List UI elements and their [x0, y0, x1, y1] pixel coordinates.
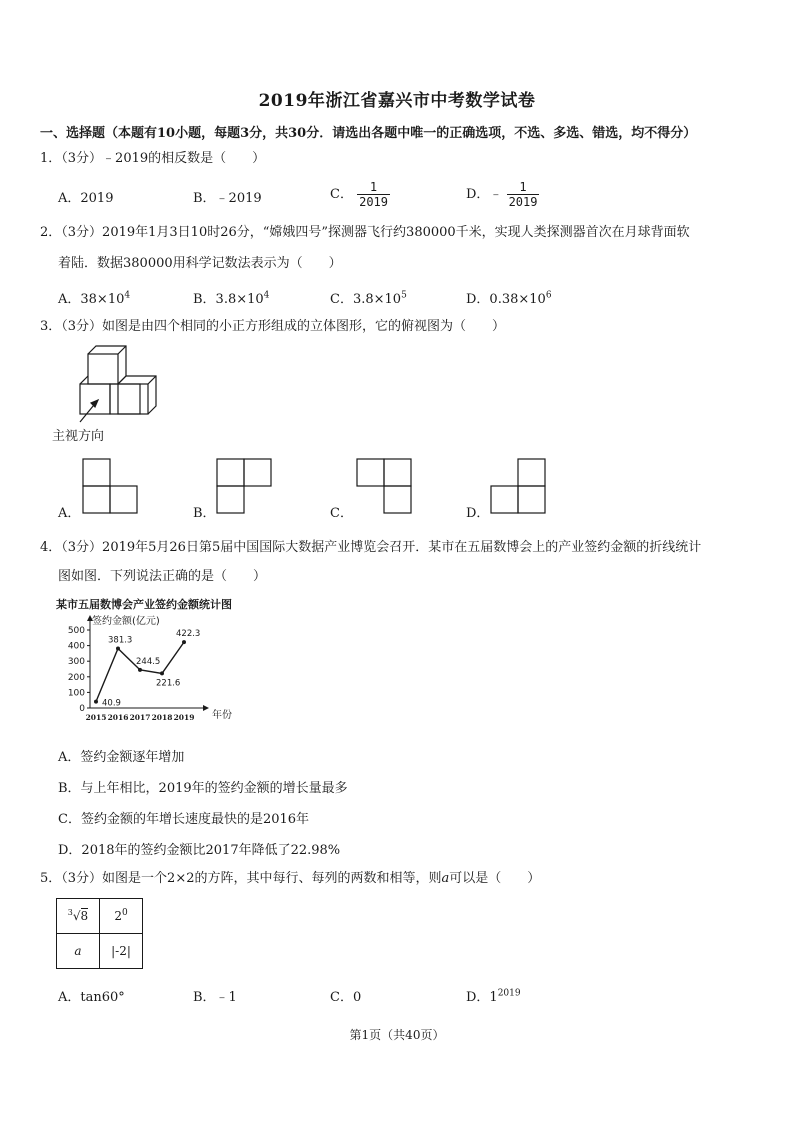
q2-option-d-exp: 6	[545, 290, 552, 301]
y-tick-label: 500	[67, 626, 85, 636]
fraction-numerator: 1	[357, 180, 390, 195]
q1-option-d	[466, 180, 539, 209]
x-axis-label: 年份	[212, 710, 232, 721]
q4-option-a: A．签约金额逐年增加	[58, 750, 185, 765]
q2-option-a-base: A．38×10	[58, 292, 125, 307]
question-1-stem: 1．（3分）﹣2019的相反数是（ ）	[40, 151, 266, 166]
cube-root-index: 3	[67, 908, 73, 917]
data-label: 221.6	[156, 678, 181, 689]
q1-option-c-label: C．	[330, 187, 353, 202]
cube-figure	[50, 344, 170, 426]
x-tick-label: 2015	[85, 713, 107, 722]
x-tick-label: 2017	[129, 713, 151, 722]
question-4-stem-line2: 图如图．下列说法正确的是（ ）	[58, 569, 267, 584]
power-base: 2	[114, 909, 122, 923]
radicand: 8	[80, 909, 89, 923]
question-5-stem-pre: 5．（3分）如图是一个2×2的方阵，其中每行、每列的两数和相等，则	[40, 871, 442, 886]
q2-option-b-exp: 4	[263, 290, 270, 301]
q3-option-b-figure	[216, 458, 274, 516]
q4-option-d: D．2018年的签约金额比2017年降低了22.98%	[58, 843, 341, 858]
q1-option-b: B．﹣2019	[193, 191, 262, 206]
section-header: 一、选择题（本题有10小题，每题3分，共30分．请选出各题中唯一的正确选项，不选、多选、错选，均不得分）	[40, 126, 697, 141]
q5-option-d-exp: 2019	[497, 988, 521, 999]
q3-option-b-label: B．	[193, 506, 216, 521]
data-label: 40.9	[102, 698, 121, 709]
q1-option-d-label: D．﹣	[466, 187, 503, 202]
data-point	[160, 671, 164, 675]
cube-bottom-right	[118, 384, 148, 414]
q3-option-c-figure	[356, 458, 414, 516]
radical-sign: √	[72, 909, 81, 923]
fraction-denominator: 2019	[359, 195, 388, 209]
q3-option-a-label: A．	[58, 506, 81, 521]
q1-option-d-fraction	[507, 180, 540, 209]
q1-option-c-fraction	[357, 180, 390, 209]
matrix-cell-top-left	[57, 899, 100, 934]
view-direction-label: 主视方向	[52, 429, 105, 444]
data-label: 422.3	[176, 629, 201, 640]
y-tick-label: 0	[79, 704, 85, 714]
q3-option-d-figure	[490, 458, 548, 516]
question-2-stem-line1: 2．（3分）2019年1月3日10时26分，“嫦娥四号”探测器飞行约380000千米，实现人类探测器首次在月球背面软	[40, 225, 690, 240]
q5-option-a: A．tan60°	[58, 990, 125, 1005]
question-2-stem-line2: 着陆．数据380000用科学记数法表示为（ ）	[58, 256, 342, 271]
cube-bottom-left	[80, 384, 110, 414]
data-label: 244.5	[136, 656, 161, 667]
data-label: 381.3	[108, 635, 133, 646]
series-line	[96, 642, 184, 701]
q2-option-c-exp: 5	[401, 290, 407, 301]
x-tick-label: 2019	[173, 713, 195, 722]
q5-option-c: C．0	[330, 990, 362, 1005]
fraction-denominator: 2019	[508, 195, 538, 209]
q2-option-a-exp: 4	[124, 290, 131, 301]
matrix-cell-top-right	[100, 899, 143, 934]
q2-option-b-base: B．3.8×10	[193, 292, 264, 307]
y-tick-label: 300	[67, 657, 85, 668]
q2-option-d	[466, 288, 552, 307]
page-title: 2019年浙江省嘉兴市中考数学试卷	[258, 91, 536, 111]
fraction-numerator: 1	[507, 180, 540, 195]
chart-labels	[92, 614, 232, 721]
cube-bottom-middle	[110, 384, 140, 414]
y-tick-label: 200	[67, 672, 85, 683]
q2-option-b	[193, 288, 269, 307]
q5-option-d	[466, 986, 521, 1005]
line-chart	[56, 612, 232, 730]
question-4-stem-line1: 4．（3分）2019年5月26日第5届中国国际大数据产业博览会召开．某市在五届数博会上的产业签约金额的折线统计	[40, 540, 702, 555]
q1-option-a: A．2019	[58, 191, 114, 206]
question-5-stem	[40, 870, 540, 888]
question-3-stem: 3．（3分）如图是由四个相同的小正方形组成的立体图形，它的俯视图为（ ）	[40, 319, 506, 334]
question-5-variable: a	[441, 871, 450, 886]
q3-option-a-figure	[82, 458, 140, 516]
x-tick-label: 2016	[107, 713, 129, 722]
cube-top-front	[88, 354, 118, 384]
chart-title: 某市五届数博会产业签约金额统计图	[56, 598, 232, 611]
x-tick-label: 2018	[151, 713, 173, 722]
y-tick-label: 100	[67, 688, 85, 699]
matrix-2x2	[56, 898, 143, 969]
q3-option-c-label: C．	[330, 506, 353, 521]
chart-series	[94, 640, 186, 703]
data-point	[116, 647, 120, 651]
matrix-cell-bottom-right: |-2|	[100, 934, 143, 969]
data-point	[138, 668, 142, 672]
q5-option-d-base: D．1	[466, 990, 498, 1005]
power-exponent: 0	[121, 908, 128, 918]
q5-option-b: B．﹣1	[193, 990, 237, 1005]
q2-option-c	[330, 288, 407, 307]
data-point	[94, 700, 98, 704]
q2-option-c-base: C．3.8×10	[330, 292, 402, 307]
question-5-stem-post: 可以是（ ）	[449, 871, 541, 886]
q2-option-a	[58, 288, 130, 307]
data-point	[182, 640, 186, 644]
q4-option-b: B．与上年相比，2019年的签约金额的增长量最多	[58, 781, 348, 796]
q3-option-d-label: D．	[466, 506, 490, 521]
page-footer: 第1页（共40页）	[349, 1028, 445, 1042]
q2-option-d-base: D．0.38×10	[466, 292, 546, 307]
q1-option-c	[330, 180, 390, 209]
view-arrow	[80, 400, 98, 422]
matrix-cell-bottom-left: a	[57, 934, 100, 969]
y-axis-label: 签约金额(亿元)	[92, 616, 160, 627]
y-tick-label: 400	[67, 641, 85, 652]
q4-option-c: C．签约金额的年增长速度最快的是2016年	[58, 812, 310, 827]
